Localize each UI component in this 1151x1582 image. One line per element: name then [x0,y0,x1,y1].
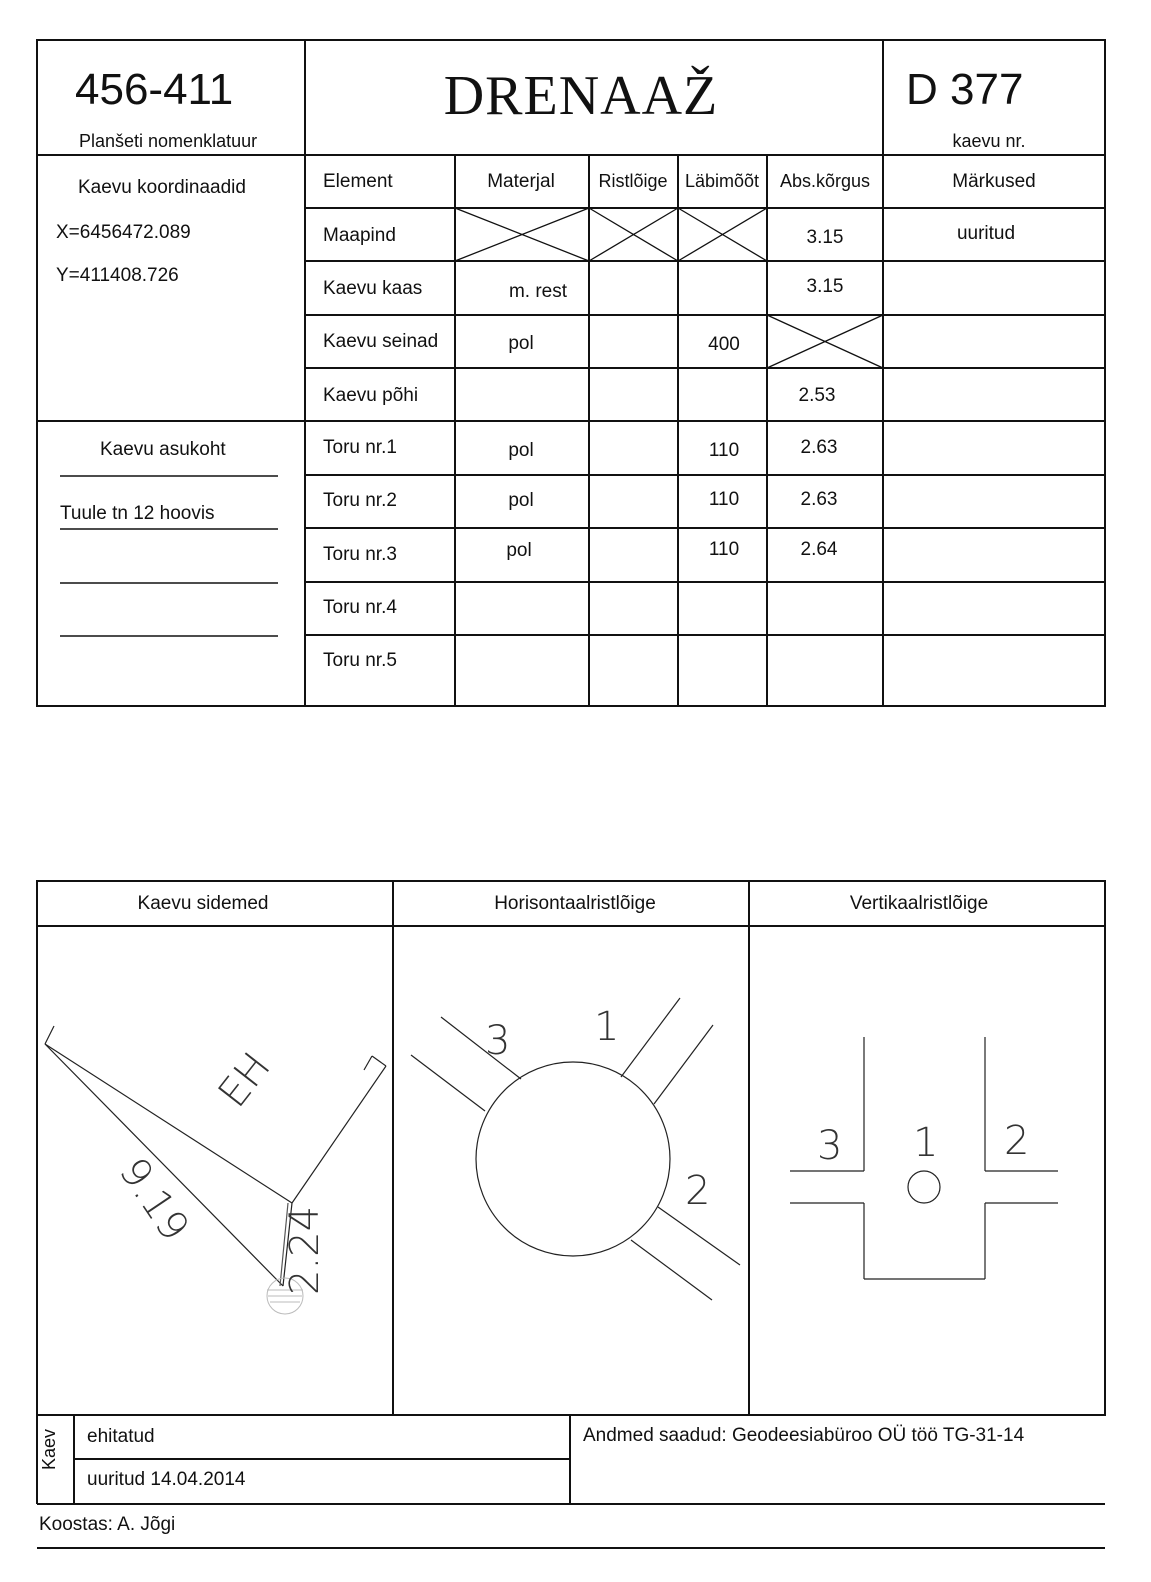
cell-elevation: 3.15 [806,276,844,297]
sheet-number: 456-411 [75,65,234,114]
cell-element: Kaevu seinad [323,331,439,352]
cell-material: pol [508,490,534,511]
cell-element: Toru nr.3 [323,544,397,565]
cell-element: Toru nr.1 [323,437,397,458]
pipe-3-label: 3 [485,1018,511,1064]
surveyed-label: uuritud 14.04.2014 [87,1469,246,1490]
col-header-element: Element [323,171,393,192]
well-number-label: kaevu nr. [952,131,1026,151]
cell-elevation: 2.64 [800,539,838,560]
data-source: Andmed saadud: Geodeesiabüroo OÜ töö TG-31-14 [583,1425,1025,1446]
coordinates-heading: Kaevu koordinaadid [78,177,246,198]
cell-diameter: 110 [708,489,740,510]
vertical-pipe-2-label: 2 [1004,1118,1030,1164]
document-title: DRENAAŽ [443,65,719,127]
col-header-notes: Märkused [952,171,1036,192]
cell-element: Kaevu põhi [323,385,419,406]
vertical-pipe-3-label: 3 [817,1123,843,1169]
cell-diameter: 110 [708,440,740,461]
cell-element: Toru nr.4 [323,597,397,618]
pipe-1-label: 1 [594,1004,620,1050]
built-label: ehitatud [87,1426,155,1447]
vertical-section-heading: Vertikaalristlõige [849,893,989,914]
coordinate-x: X=6456472.089 [56,222,191,243]
cell-element: Toru nr.5 [323,650,397,671]
vertical-pipe-1-label: 1 [913,1120,939,1166]
links-heading: Kaevu sidemed [137,893,269,914]
sheet-number-label: Planšeti nomenklatuur [79,131,258,151]
author: Koostas: A. Jõgi [39,1514,176,1535]
col-header-cross-section: Ristlõige [598,171,668,191]
cell-material: pol [506,540,532,561]
coordinate-y: Y=411408.726 [56,265,179,286]
cell-elevation: 2.63 [800,437,838,458]
location-heading: Kaevu asukoht [100,439,226,460]
links-dim-2: 2.24 [282,1205,328,1295]
cell-notes: uuritud [956,223,1016,244]
pipe-1-circle [908,1171,940,1203]
footer-side-label: Kaev [39,1428,59,1470]
cell-element: Maapind [323,225,396,246]
cell-element: Toru nr.2 [323,490,397,511]
cell-diameter: 110 [708,539,740,560]
pipe-2-label: 2 [685,1168,711,1214]
cell-element: Kaevu kaas [323,278,423,299]
col-header-diameter: Läbimõõt [684,171,760,191]
links-dim-1: 9.19 [109,1149,198,1250]
cell-elevation: 2.53 [798,385,836,406]
cell-material: pol [508,440,534,461]
horizontal-section-heading: Horisontaalristlõige [494,893,656,914]
cell-diameter: 400 [708,334,740,355]
cell-material: m. rest [508,281,568,302]
cell-elevation: 3.15 [806,227,844,248]
links-marker: EH [209,1044,280,1117]
cell-elevation: 2.63 [800,489,838,510]
col-header-material: Materjal [487,171,555,192]
cell-material: pol [508,333,534,354]
col-header-elevation: Abs.kõrgus [779,171,871,191]
well-number: D 377 [906,65,1024,114]
location-value: Tuule tn 12 hoovis [60,503,215,524]
